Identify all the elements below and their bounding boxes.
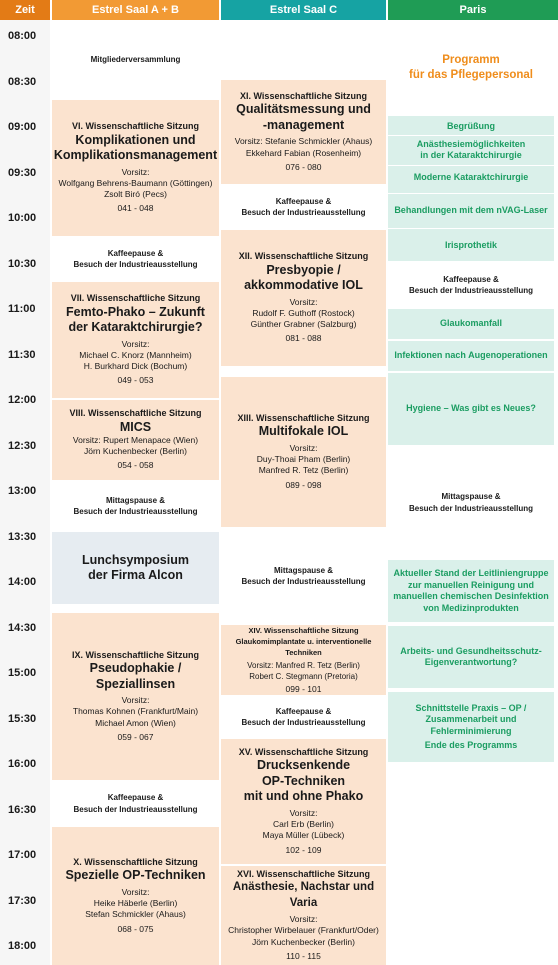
time-label: 12:00 — [8, 394, 37, 406]
paris-begruessung: Begrüßung — [447, 121, 495, 132]
paris-nvag: Behandlungen mit dem nVAG-Laser — [394, 205, 548, 216]
session-xi: XI. Wissenschaftliche Sitzung Qualitätsmessung und -management Vorsitz: Stefanie Schmickler (Ahaus) Ekkehard Fabian (Rosenheim) 076 - 080 — [221, 80, 386, 184]
session-xiv: XIV. Wissenschaftliche Sitzung Glaukomimplantate u. interventionelle Techniken Vorsitz: Manfred R. Tetz (Berlin) Robert C. Stegmann (Pretoria) 099 - 101 — [221, 625, 386, 695]
lunch-break-ab: Mittagspause & Besuch der Industrieausstellung — [52, 480, 219, 532]
session-vii: VII. Wissenschaftliche Sitzung Femto-Phako – Zukunft der Kataraktchirurgie? Vorsitz: Michael C. Knorz (Mannheim) H. Burkhard Dick (Bochum) 049 - 053 — [52, 282, 219, 398]
paris-moderne: Moderne Kataraktchirurgie — [413, 172, 529, 183]
time-label: 12:30 — [8, 439, 37, 452]
paris-separator — [388, 135, 554, 136]
time-label: 13:00 — [8, 485, 37, 497]
paris-hygiene: Hygiene – Was gibt es Neues? — [388, 373, 554, 445]
paris-separator — [388, 193, 554, 194]
paris-irisprothetik: Irisprothetik — [444, 240, 497, 251]
paris-infektionen: Infektionen nach Augenoperationen — [388, 341, 554, 371]
time-label: 09:00 — [8, 121, 37, 133]
session-xvi: XVI. Wissenschaftliche Sitzung Anästhesie, Nachstar und Varia Vorsitz: Christopher Wirbelauer (Frankfurt/Oder) Jörn Kuchenbecker (Berlin) 110 - 115 — [221, 866, 386, 965]
coffee-break-c-2: Kaffeepause & Besuch der Industrieausstellung — [221, 695, 386, 739]
paris-anaesthesie: Anästhesiemöglichkeiten in der Kataraktchirurgie — [416, 138, 526, 160]
time-label: 08:30 — [8, 75, 37, 88]
paris-header: Paris — [388, 0, 558, 20]
coffee-break-ab-2: Kaffeepause & Besuch der Industrieausstellung — [52, 780, 219, 827]
lunchsymposium: Lunchsymposium der Firma Alcon — [52, 532, 219, 604]
time-header: Zeit — [0, 0, 50, 20]
session-viii: VIII. Wissenschaftliche Sitzung MICS Vorsitz: Rupert Menapace (Wien) Jörn Kuchenbecker (Berlin) 054 - 058 — [52, 400, 219, 480]
session-x: X. Wissenschaftliche Sitzung Spezielle OP-Techniken Vorsitz: Heike Häberle (Berlin) Stefan Schmickler (Ahaus) 068 - 075 — [52, 827, 219, 965]
session-xii: XII. Wissenschaftliche Sitzung Presbyopie / akkommodative IOL Vorsitz: Rudolf F. Guthoff (Rostock) Günther Grabner (Salzburg) 081 - 088 — [221, 230, 386, 366]
time-label: 15:00 — [8, 667, 37, 679]
paris-separator — [388, 165, 554, 166]
time-label: 14:30 — [8, 621, 37, 634]
paris-empty-evening — [388, 762, 554, 965]
column-divider — [386, 20, 388, 965]
paris-leitlinien: Aktueller Stand der Leitliniengruppe zur manuellen Reinigung und manuellen chemischen Desinfektion von Medizinprodukten — [388, 560, 554, 622]
column-divider — [50, 20, 52, 965]
column-divider — [219, 20, 221, 965]
saal-c-header: Estrel Saal C — [221, 0, 386, 20]
time-label: 17:30 — [8, 894, 37, 907]
paris-schnittstelle: Schnittstelle Praxis – OP / Zusammenarbeit und Fehlerminimierung Ende des Programms — [388, 692, 554, 762]
time-label: 15:30 — [8, 712, 37, 725]
time-label: 09:30 — [8, 166, 37, 179]
paris-intro: Programm für das Pflegepersonal — [388, 20, 554, 116]
paris-separator — [388, 228, 554, 229]
paris-coffee-break: Kaffeepause & Besuch der Industrieausstellung — [388, 261, 554, 309]
time-label: 16:30 — [8, 803, 37, 816]
time-label: 10:00 — [8, 212, 37, 224]
time-label: 17:00 — [8, 849, 37, 861]
session-xv: XV. Wissenschaftliche Sitzung Drucksenkende OP-Techniken mit und ohne Phako Vorsitz: Carl Erb (Berlin) Maya Müller (Lübeck) 102 - 109 — [221, 739, 386, 864]
time-label: 14:00 — [8, 576, 37, 588]
coffee-break-ab-1: Kaffeepause & Besuch der Industrieausstellung — [52, 236, 219, 282]
session-vi: VI. Wissenschaftliche Sitzung Komplikationen und Komplikationsmanagement Vorsitz: Wolfgang Behrens-Baumann (Göttingen) Zsolt Biró (Pecs) 041 - 048 — [52, 100, 219, 236]
paris-glaukomanfall: Glaukomanfall — [388, 309, 554, 339]
lunch-break-c: Mittagspause & Besuch der Industrieausstellung — [221, 527, 386, 625]
session-xiii: XIII. Wissenschaftliche Sitzung Multifokale IOL Vorsitz: Duy-Thoai Pham (Berlin) Manfred R. Tetz (Berlin) 089 - 098 — [221, 377, 386, 527]
time-label: 13:30 — [8, 530, 37, 543]
paris-arbeitsschutz: Arbeits- und Gesundheitsschutz- Eigenverantwortung? — [388, 626, 554, 688]
saal-c-empty-morning — [221, 20, 386, 80]
time-label: 11:00 — [8, 303, 36, 315]
time-label: 08:00 — [8, 30, 37, 42]
time-label: 10:30 — [8, 257, 37, 270]
time-label: 16:00 — [8, 758, 37, 770]
time-label: 11:30 — [8, 348, 36, 361]
session-ix: IX. Wissenschaftliche Sitzung Pseudophakie / Speziallinsen Vorsitz: Thomas Kohnen (Frankfurt/Main) Michael Amon (Wien) 059 - 067 — [52, 613, 219, 780]
paris-lunch-break: Mittagspause & Besuch der Industrieausstellung — [388, 445, 554, 560]
coffee-break-c-1: Kaffeepause & Besuch der Industrieausstellung — [221, 184, 386, 230]
saal-ab-header: Estrel Saal A + B — [52, 0, 219, 20]
time-label: 18:00 — [8, 940, 37, 952]
block-mitgliederversammlung: Mitgliederversammlung — [52, 20, 219, 100]
